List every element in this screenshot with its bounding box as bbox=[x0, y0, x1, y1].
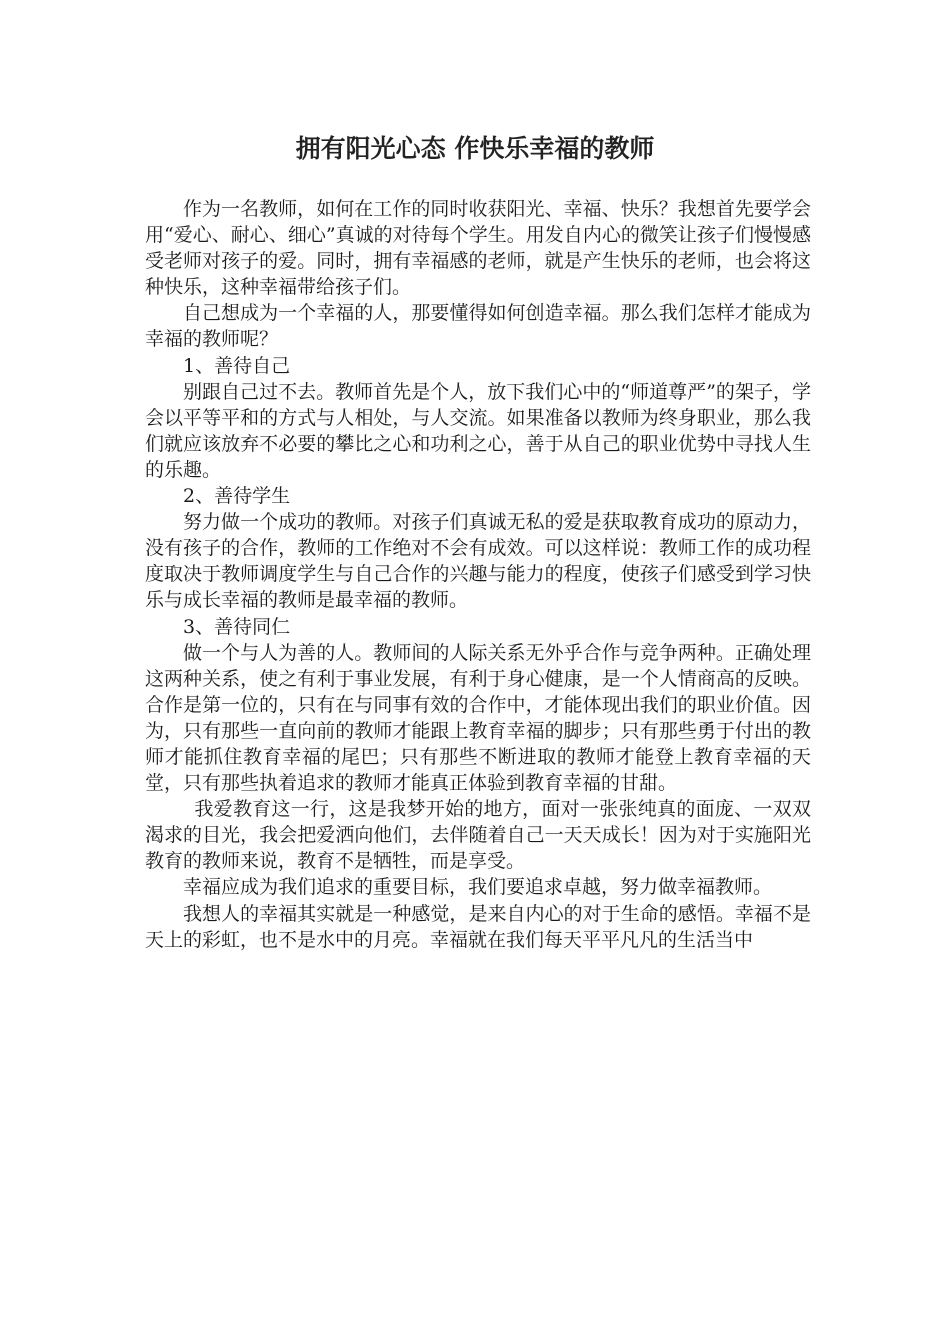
section-heading-3: 3、善待同仁 bbox=[183, 615, 291, 638]
paragraph-conclusion: 我想人的幸福其实就是一种感觉，是来自内心的对于生命的感悟。幸福不是天上的彩虹，也不是水中的月亮。幸福就在我们每天平平凡凡的生活当中 bbox=[145, 902, 811, 951]
paragraph-section-2: 努力做一个成功的教师。对孩子们真诚无私的爱是获取教育成功的原动力，没有孩子的合作，教师的工作绝对不会有成效。可以这样说：教师工作的成功程度取决于教师调度学生与自己合作的兴趣与能力的程度，使孩子们感受到学习快乐与成长幸福的教师是最幸福的教师。 bbox=[145, 511, 811, 612]
paragraph-question: 自己想成为一个幸福的人，那要懂得如何创造幸福。那么我们怎样才能成为幸福的教师呢？ bbox=[145, 302, 811, 351]
paragraph-love-education: 我爱教育这一行，这是我梦开始的地方，面对一张张纯真的面庞、一双双渴求的目光，我会把爱洒向他们，去伴随着自己一天天成长！因为对于实施阳光教育的教师来说，教育不是牺牲，而是享受。 bbox=[145, 798, 811, 873]
paragraph-goal: 幸福应成为我们追求的重要目标，我们要追求卓越，努力做幸福教师。 bbox=[183, 876, 773, 899]
document-body bbox=[145, 196, 811, 953]
document-title: 拥有阳光心态 作快乐幸福的教师 bbox=[295, 134, 655, 163]
paragraph-section-1: 别跟自己过不去。教师首先是个人，放下我们心中的“师道尊严”的架子，学会以平等平和的方式与人相处，与人交流。如果准备以教师为终身职业，那么我们就应该放弃不必要的攀比之心和功利之心，善于从自己的职业优势中寻找人生的乐趣。 bbox=[145, 380, 811, 481]
paragraph-intro: 作为一名教师，如何在工作的同时收获阳光、幸福、快乐？我想首先要学会用“爱心、耐心、细心”真诚的对待每个学生。用发自内心的微笑让孩子们慢慢感受老师对孩子的爱。同时，拥有幸福感的老师，就是产生快乐的老师，也会将这种快乐，这种幸福带给孩子们。 bbox=[145, 198, 811, 299]
section-heading-2: 2、善待学生 bbox=[183, 485, 291, 508]
section-heading-1: 1、善待自己 bbox=[183, 354, 291, 377]
paragraph-section-3: 做一个与人为善的人。教师间的人际关系无外乎合作与竞争两种。正确处理这两种关系，使之有利于事业发展，有利于身心健康，是一个人情商高的反映。合作是第一位的，只有在与同事有效的合作中，才能体现出我们的职业价值。因为，只有那些一直向前的教师才能跟上教育幸福的脚步；只有那些勇于付出的教师才能抓住教育幸福的尾巴；只有那些不断进取的教师才能登上教育幸福的天堂，只有那些执着追求的教师才能真正体验到教育幸福的甘甜。 bbox=[145, 641, 811, 795]
